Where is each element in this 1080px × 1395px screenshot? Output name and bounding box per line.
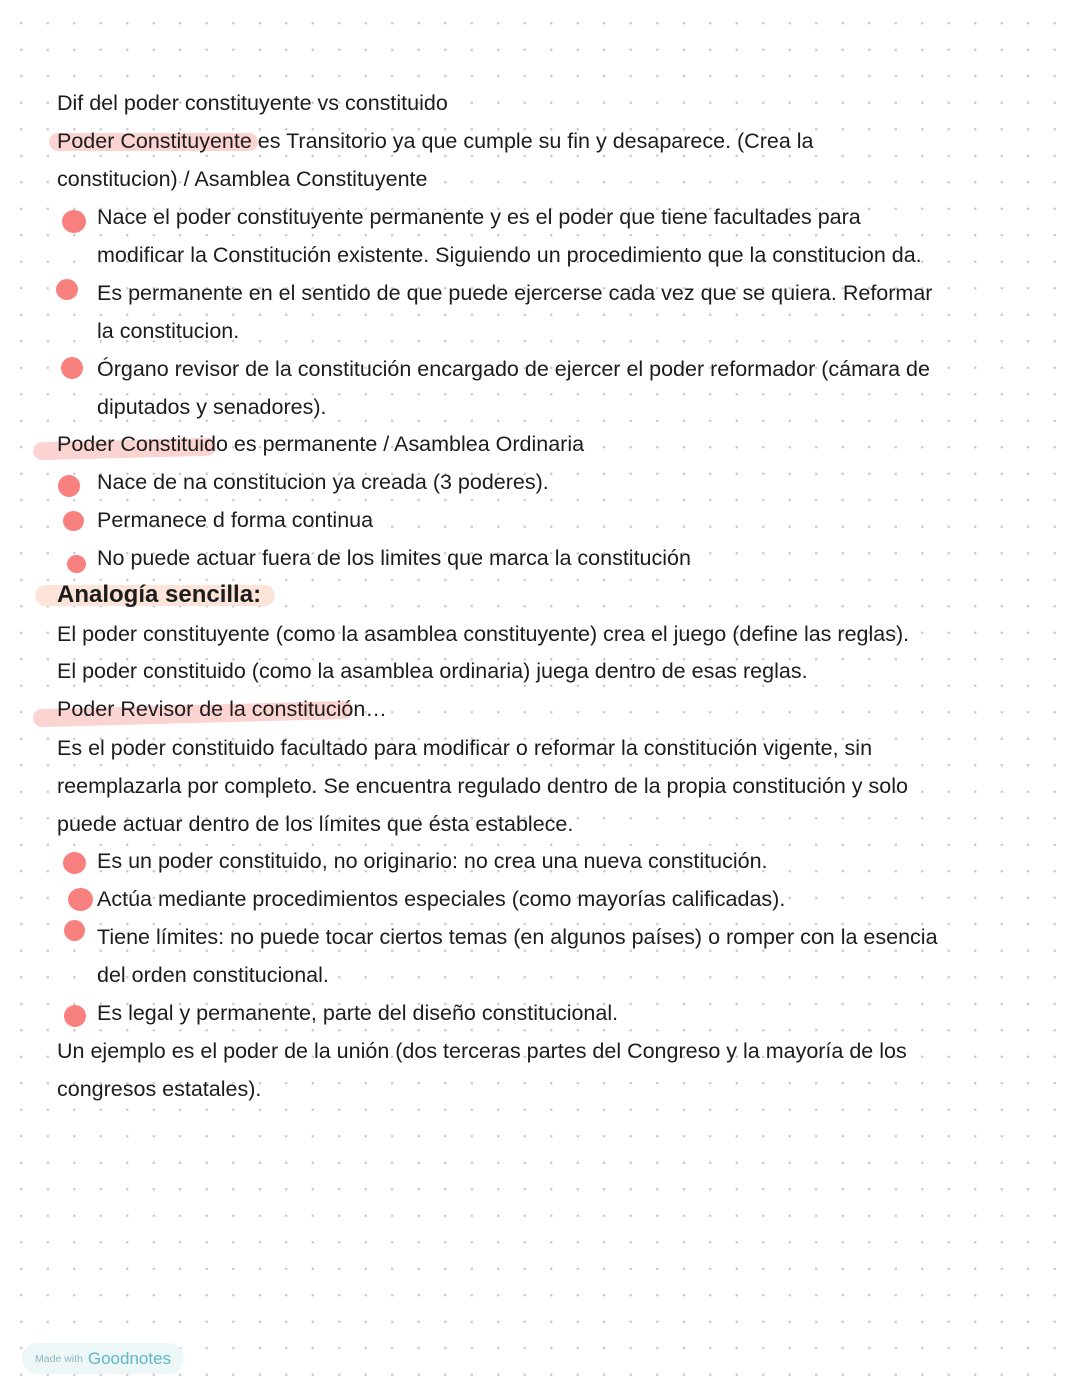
bullet-dot-icon — [63, 852, 86, 874]
highlight-poder-revisor: Poder Revisor de la constitución — [57, 697, 366, 721]
analogy-line: El poder constituyente (como la asamblea constituyente) crea el juego (define las reglas). — [57, 622, 910, 646]
section-constituyente-line-2: constitucion) / Asamblea Constituyente — [57, 167, 428, 191]
section-constituyente-line — [57, 122, 813, 160]
bullet-dot-icon — [68, 888, 93, 911]
bullet-dot-icon — [64, 920, 85, 941]
bullet-text: Actúa mediante procedimientos especiales (como mayorías calificadas). — [97, 887, 786, 911]
bullet-text: Es un poder constituido, no originario: no crea una nueva constitución. — [97, 849, 768, 873]
bullet-dot-icon — [64, 1005, 86, 1027]
highlight-poder-constituyente: Poder Constituyente — [57, 129, 252, 153]
bullet-dot-icon — [58, 475, 80, 497]
analogy-heading-line — [57, 576, 261, 614]
section-constituido-line — [57, 425, 584, 463]
made-with-label: Made with — [35, 1352, 83, 1365]
goodnotes-logo: Goodnotes — [87, 1348, 172, 1368]
made-with-goodnotes-badge — [22, 1343, 184, 1374]
section-revisor-line — [57, 690, 387, 728]
bullet-text-continued: la constitucion. — [97, 319, 240, 343]
bullet-text-continued: modificar la Constitución existente. Siguiendo un procedimiento que la constitucion da. — [97, 243, 922, 267]
bullet-dot-icon — [56, 279, 78, 300]
bullet-text: Es permanente en el sentido de que puede ejercerse cada vez que se quiera. Reformar — [97, 281, 933, 305]
bullet-text: Nace el poder constituyente permanente y es el poder que tiene facultades para — [97, 205, 861, 229]
section-constituido-text: es permanente / Asamblea Ordinaria — [227, 432, 585, 456]
section-constituyente-text: es Transitorio ya que cumple su fin y desaparece. (Crea la — [251, 129, 814, 153]
bullet-text: Órgano revisor de la constitución encargado de ejercer el poder reformador (cámara de — [97, 357, 930, 381]
paragraph-line: reemplazarla por completo. Se encuentra regulado dentro de la propia constitución y solo — [57, 774, 908, 798]
paragraph-line: Es el poder constituido facultado para modificar o reformar la constitución vigente, sin — [57, 736, 873, 760]
analogy-line: El poder constituido (como la asamblea ordinaria) juega dentro de esas reglas. — [57, 659, 808, 683]
bullet-text-continued: del orden constitucional. — [97, 963, 329, 987]
closing-line: Un ejemplo es el poder de la unión (dos terceras partes del Congreso y la mayoría de los — [57, 1039, 907, 1063]
bullet-text-continued: diputados y senadores). — [97, 395, 327, 419]
analogy-heading: Analogía sencilla: — [57, 581, 262, 608]
closing-line: congresos estatales). — [57, 1077, 262, 1101]
bullet-text: Es legal y permanente, parte del diseño constitucional. — [97, 1001, 619, 1025]
section-revisor-ellipsis: … — [365, 697, 387, 721]
bullet-dot-icon — [67, 555, 86, 573]
note-title: Dif del poder constituyente vs constituido — [57, 91, 448, 115]
highlight-poder-constituido: Poder Constituido — [57, 432, 228, 456]
paragraph-line: puede actuar dentro de los límites que ésta establece. — [57, 812, 574, 836]
bullet-text: No puede actuar fuera de los limites que marca la constitución — [97, 546, 691, 570]
bullet-text: Nace de na constitucion ya creada (3 poderes). — [97, 470, 549, 494]
bullet-dot-icon — [61, 357, 83, 379]
bullet-dot-icon — [62, 210, 86, 233]
bullet-dot-icon — [63, 511, 84, 531]
bullet-text: Permanece d forma continua — [97, 508, 374, 532]
bullet-text: Tiene límites: no puede tocar ciertos temas (en algunos países) o romper con la esencia — [97, 925, 938, 949]
